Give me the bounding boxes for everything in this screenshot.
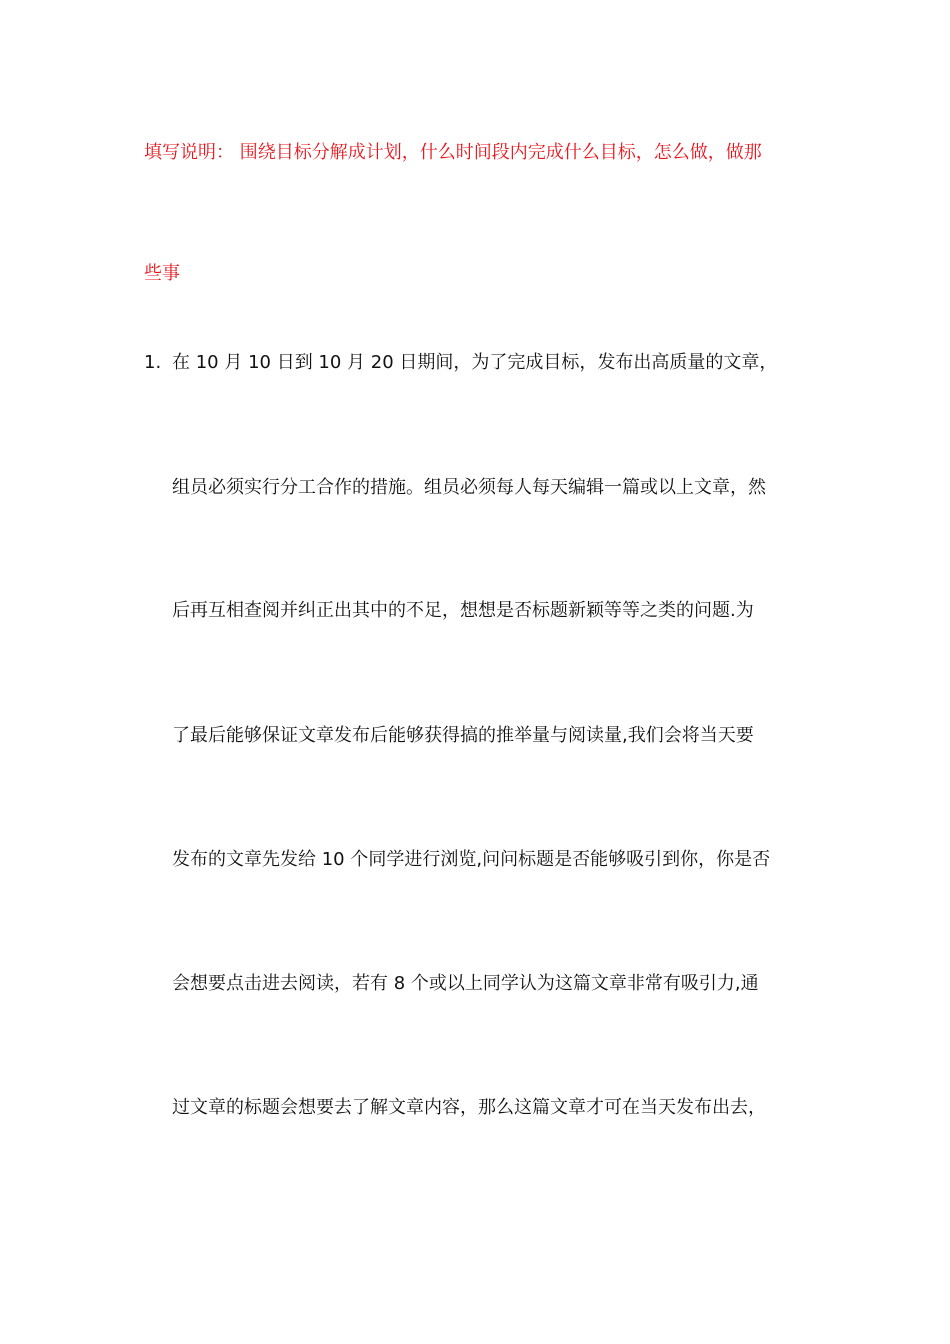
- paragraph-line-4: 了最后能够保证文章发布后能够获得搞的推举量与阅读量,我们会将当天要: [172, 725, 754, 746]
- paragraph-line-7: 过文章的标题会想要去了解文章内容，那么这篇文章才可在当天发布出去，: [172, 1097, 766, 1118]
- instruction-line-1: 填写说明： 围绕目标分解成计划，什么时间段内完成什么目标，怎么做，做那: [144, 142, 762, 163]
- paragraph-line-5: 发布的文章先发给 10 个同学进行浏览,问问标题是否能够吸引到你，你是否: [172, 849, 771, 870]
- paragraph-line-3: 后再互相查阅并纠正出其中的不足，想想是否标题新颖等等之类的问题.为: [172, 600, 754, 621]
- list-item-number: 1.: [144, 352, 162, 373]
- paragraph-line-6: 会想要点击进去阅读，若有 8 个或以上同学认为这篇文章非常有吸引力,通: [172, 973, 759, 994]
- paragraph-line-2: 组员必须实行分工合作的措施。组员必须每人每天编辑一篇或以上文章，然: [172, 477, 766, 498]
- instruction-line-2: 些事: [144, 263, 180, 284]
- paragraph-line-1: 在 10 月 10 日到 10 月 20 日期间，为了完成目标，发布出高质量的文章，: [172, 352, 778, 373]
